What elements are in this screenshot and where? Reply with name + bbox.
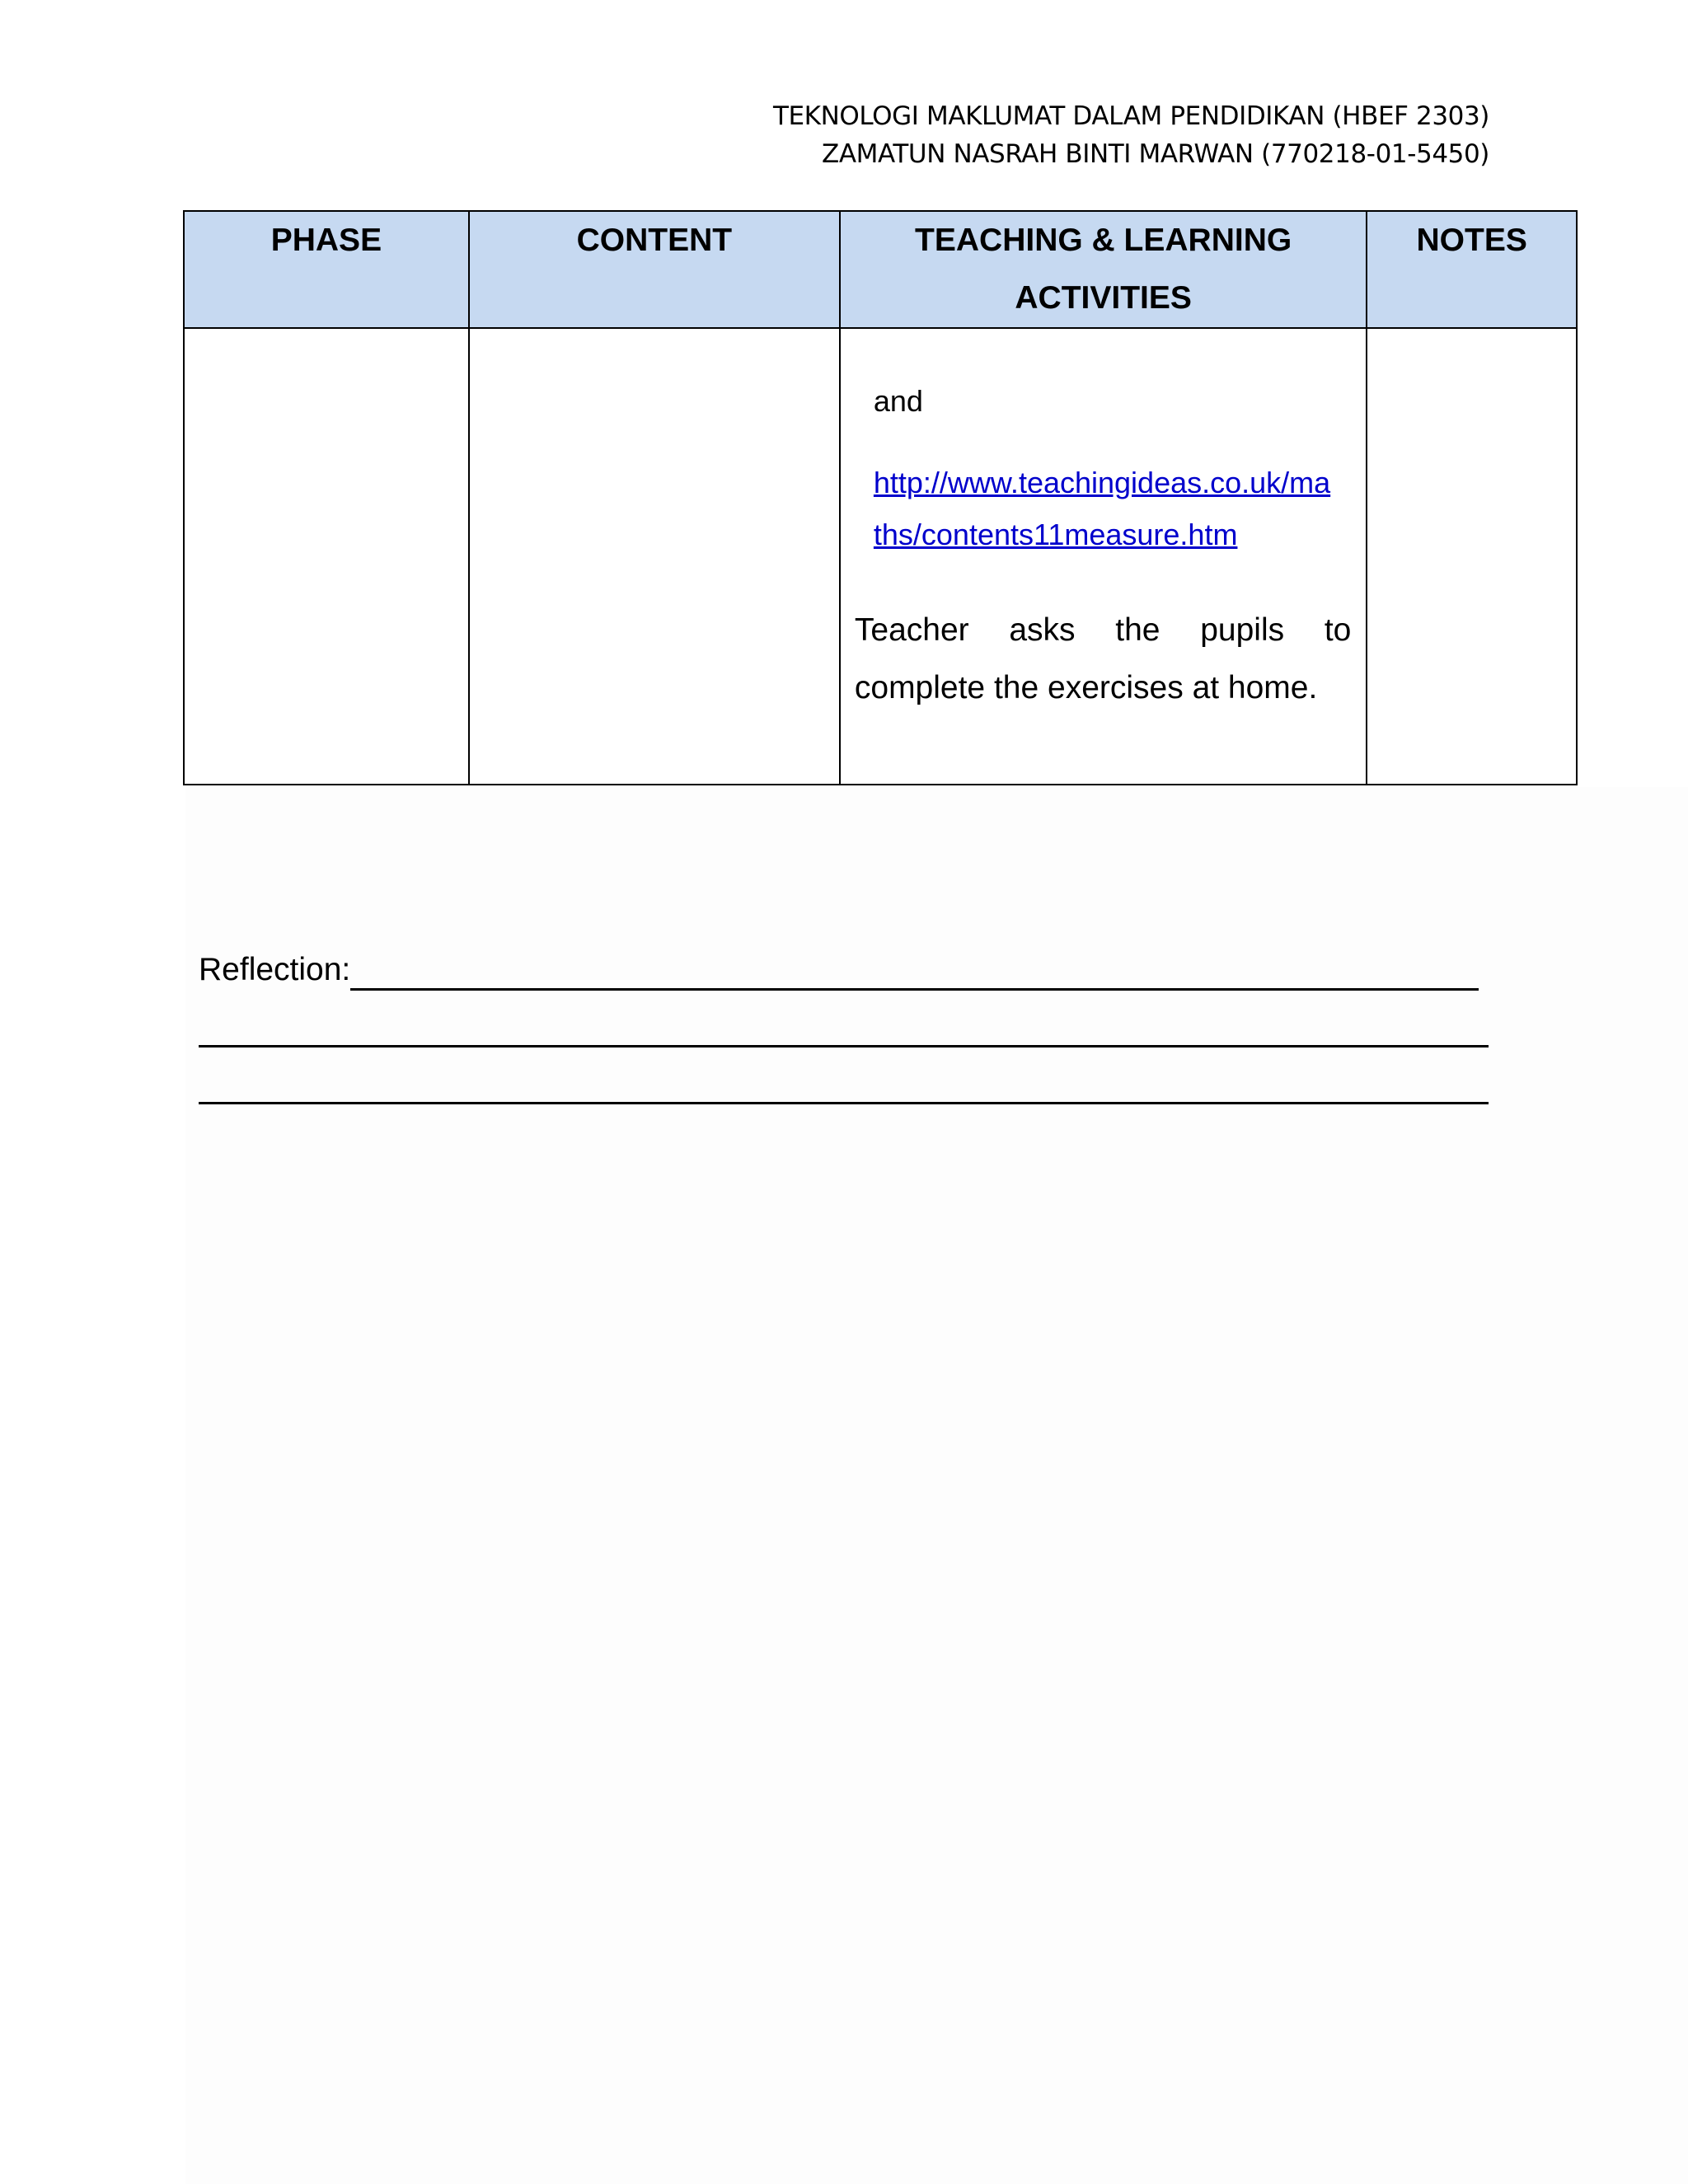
header-phase: PHASE: [184, 211, 469, 328]
lesson-plan-table: [183, 210, 1578, 785]
reflection-line-2: [199, 1045, 1489, 1047]
cell-phase: [184, 328, 469, 785]
reflection-line-1: [350, 988, 1479, 991]
teaching-ideas-link[interactable]: http://www.teachingideas.co.uk/maths/contents11measure.htm: [873, 466, 1331, 551]
document-header: [773, 97, 1489, 173]
reflection-section: [199, 948, 1489, 1104]
header-course-title: TEKNOLOGI MAKLUMAT DALAM PENDIDIKAN (HBEF 2303): [772, 101, 1489, 131]
table-row: [184, 328, 1577, 785]
table-header-row: [184, 211, 1577, 328]
header-notes: NOTES: [1367, 211, 1577, 328]
header-activities: TEACHING & LEARNING ACTIVITIES: [840, 211, 1367, 328]
activity-and-text: and: [873, 384, 923, 418]
cell-notes: [1367, 328, 1577, 785]
activity-instruction: Teacher asks the pupils to complete the exercises at home.: [854, 612, 1352, 705]
reflection-line-3: [199, 1102, 1489, 1104]
cell-content: [469, 328, 840, 785]
header-content: CONTENT: [469, 211, 840, 328]
reflection-label: Reflection:: [199, 952, 351, 987]
cell-activities: [840, 328, 1367, 785]
header-student-name: ZAMATUN NASRAH BINTI MARWAN (770218-01-5450): [821, 139, 1489, 169]
